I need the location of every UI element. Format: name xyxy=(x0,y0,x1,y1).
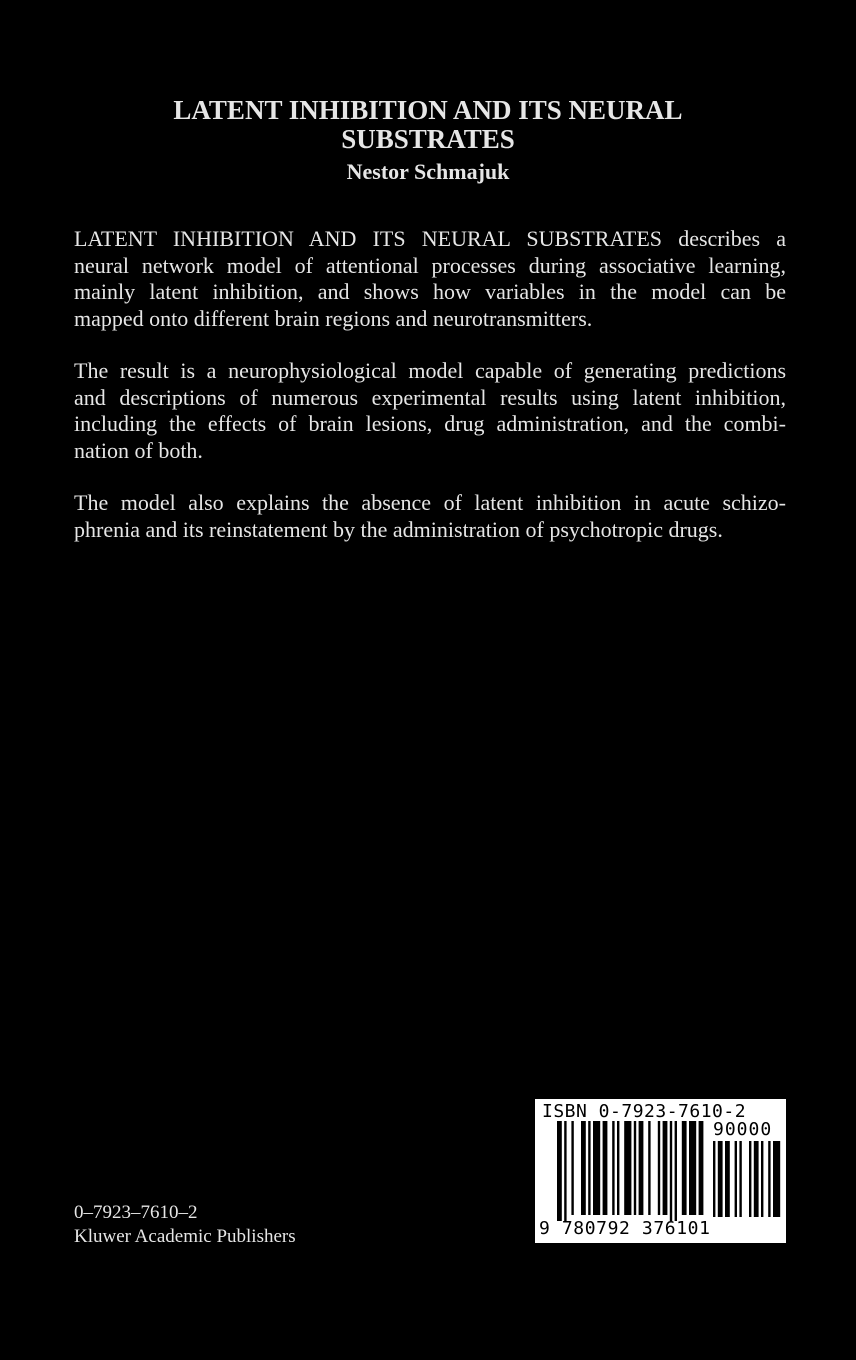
barcode-bar xyxy=(670,1121,672,1221)
barcode-bar xyxy=(617,1121,619,1215)
barcode-bar xyxy=(639,1121,644,1215)
barcode-bar xyxy=(557,1121,562,1221)
barcode-bar xyxy=(675,1121,677,1221)
barcode-bar xyxy=(624,1121,631,1215)
barcode-bar xyxy=(768,1141,770,1217)
description-paragraph-2 xyxy=(74,358,786,464)
barcode-bar xyxy=(725,1141,730,1217)
barcode-bar xyxy=(713,1141,715,1217)
barcode-bar xyxy=(571,1121,573,1215)
text-line: The model also explains the absence of latent inhibition in acute schizo- xyxy=(74,490,786,515)
imprint xyxy=(74,1201,296,1249)
barcode-bar xyxy=(603,1121,608,1215)
text-line: mainly latent inhibition, and shows how variables in the model can be xyxy=(74,279,786,304)
barcode-bar xyxy=(634,1121,636,1215)
barcode-bar xyxy=(773,1141,780,1217)
barcode-addon-digits: 90000 xyxy=(713,1119,773,1140)
text-line: The result is a neurophysiological model capable of generating predictions xyxy=(74,358,786,383)
barcode-bar xyxy=(663,1121,668,1215)
barcode-bar xyxy=(754,1141,759,1217)
description xyxy=(74,226,786,569)
barcode-bar xyxy=(612,1121,614,1215)
description-paragraph-1 xyxy=(74,226,786,332)
text-line: mapped onto different brain regions and neurotransmitters. xyxy=(74,305,593,331)
text-line: including the effects of brain lesions, drug administration, and the combi- xyxy=(74,411,786,436)
barcode-bar xyxy=(648,1121,650,1215)
title-block xyxy=(0,96,856,186)
text-line: and descriptions of numerous experimental results using latent inhibition, xyxy=(74,384,786,410)
barcode-bar xyxy=(581,1121,586,1215)
text-line: nation of both. xyxy=(74,437,203,463)
barcode-bar xyxy=(761,1141,763,1217)
isbn-barcode xyxy=(535,1099,786,1243)
barcode-bar xyxy=(564,1121,566,1221)
text-line: neural network model of attentional processes during associative learning, xyxy=(74,252,786,278)
barcode-bar xyxy=(718,1141,723,1217)
barcode-bar xyxy=(658,1121,660,1215)
barcode-isbn-label: ISBN 0-7923-7610-2 xyxy=(542,1101,747,1122)
description-paragraph-3 xyxy=(74,490,786,543)
barcode-bar xyxy=(735,1141,737,1217)
publisher-name: Kluwer Academic Publishers xyxy=(74,1226,296,1247)
imprint-isbn: 0–7923–7610–2 xyxy=(74,1202,198,1223)
barcode-bar xyxy=(699,1121,704,1215)
barcode-bar xyxy=(739,1141,741,1217)
text-line: phrenia and its reinstatement by the administration of psychotropic drugs. xyxy=(74,516,723,542)
barcode-bar xyxy=(749,1141,751,1217)
text-line: LATENT INHIBITION AND ITS NEURAL SUBSTRATES describes a xyxy=(74,226,786,251)
barcode-bar xyxy=(588,1121,590,1215)
barcode-bar xyxy=(593,1121,600,1215)
barcode-bar xyxy=(682,1121,687,1215)
barcode-bar xyxy=(689,1121,696,1215)
barcode-ean-digits: 9 780792 376101 xyxy=(539,1218,711,1239)
book-title: LATENT INHIBITION AND ITS NEURAL SUBSTRATES xyxy=(173,95,683,154)
book-author: Nestor Schmajuk xyxy=(346,159,510,184)
